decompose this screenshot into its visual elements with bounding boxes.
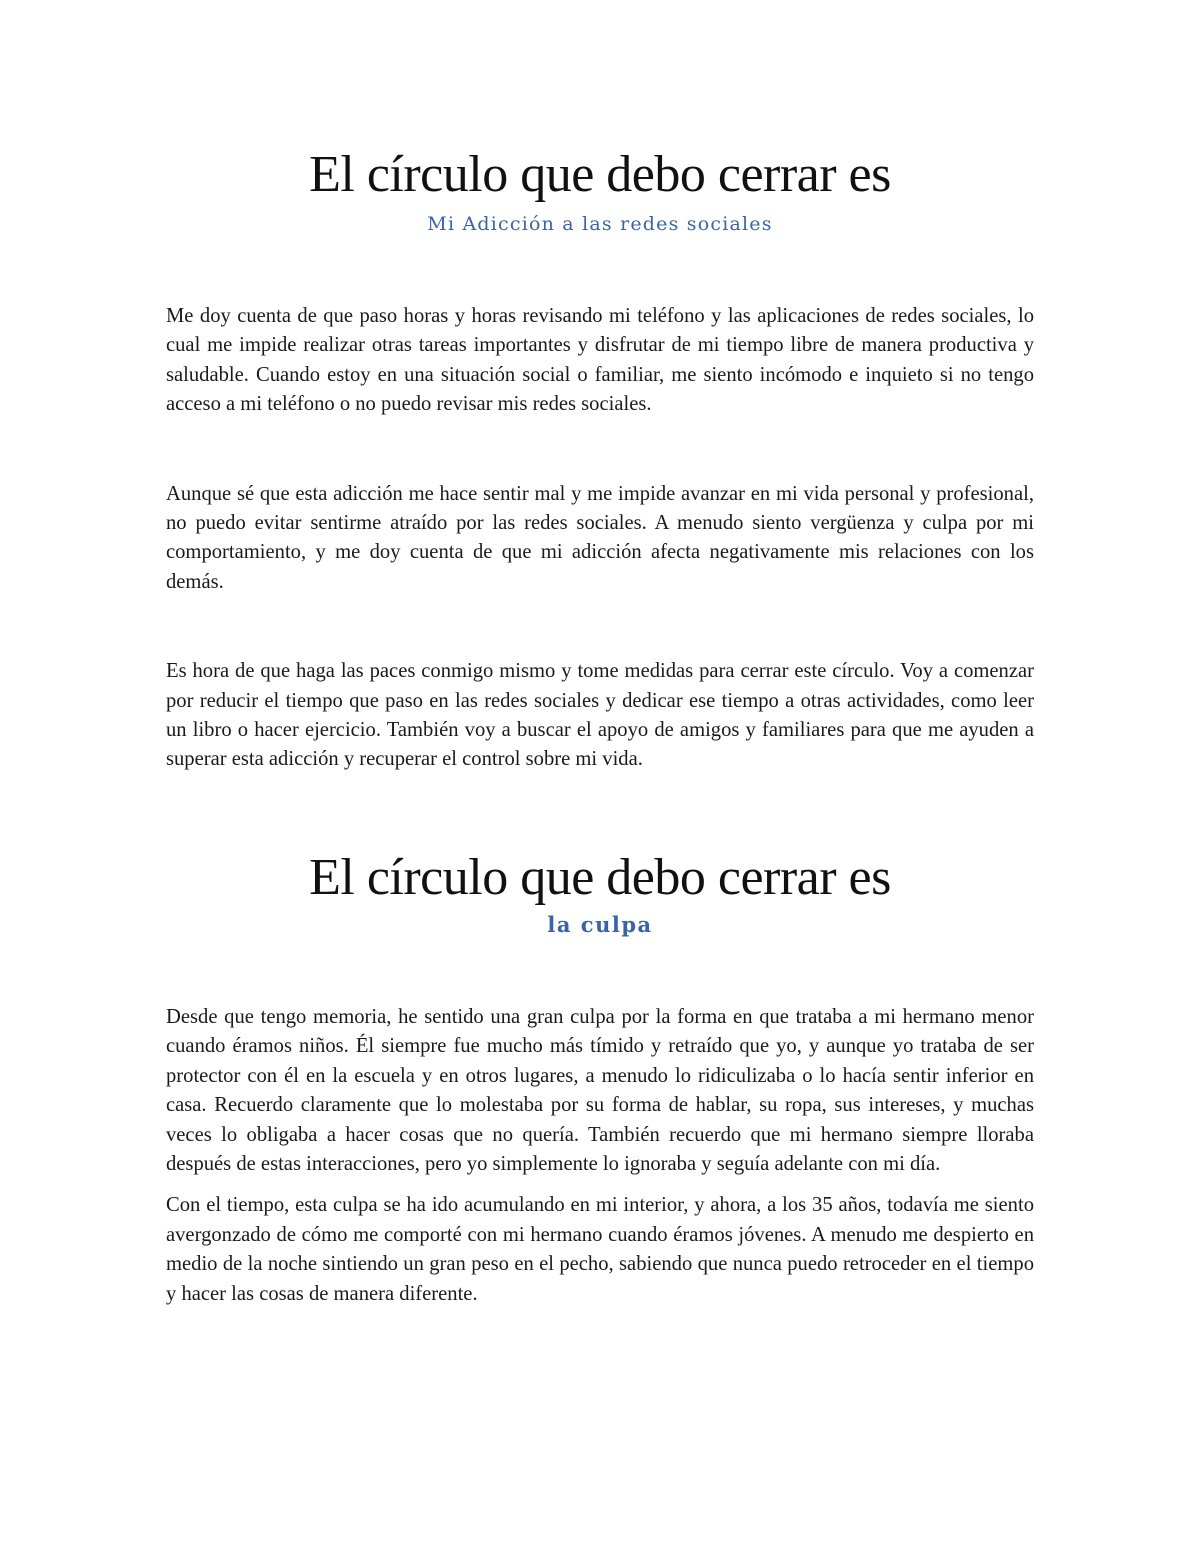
paragraph: Aunque sé que esta adicción me hace sentir mal y me impide avanzar en mi vida personal y profesional, no puedo evitar sentirme atraído por las redes sociales. A menudo siento vergüenza y culpa por mi comportamiento, y me doy cuenta de que mi adicción afecta negativamente mis relaciones con los demás.	[166, 482, 1034, 593]
section-subtitle: Mi Adicción a las redes sociales	[427, 213, 773, 235]
section-subtitle: la culpa	[547, 911, 653, 937]
section-title: El círculo que debo cerrar es	[309, 146, 891, 203]
section-guilt	[166, 848, 1034, 1309]
paragraph: Me doy cuenta de que paso horas y horas revisando mi teléfono y las aplicaciones de redes sociales, lo cual me impide realizar otras tareas importantes y disfrutar de mi tiempo libre de manera productiva y saludable. Cuando estoy en una situación social o familiar, me siento incómodo e inquieto si no tengo acceso a mi teléfono o no puedo revisar mis redes sociales.	[166, 305, 1034, 416]
section-title: El círculo que debo cerrar es	[309, 848, 891, 906]
document-page	[166, 0, 1034, 1309]
paragraph: Es hora de que haga las paces conmigo mismo y tome medidas para cerrar este círculo. Voy a comenzar por reducir el tiempo que paso en las redes sociales y dedicar ese tiempo a otras actividades, como leer un libro o hacer ejercicio. También voy a buscar el apoyo de amigos y familiares para que me ayuden a superar esta adicción y recuperar el control sobre mi vida.	[166, 660, 1034, 771]
paragraph: Desde que tengo memoria, he sentido una gran culpa por la forma en que trataba a mi hermano menor cuando éramos niños. Él siempre fue mucho más tímido y retraído que yo, y aunque yo trataba de ser protector con él en la escuela y en otros lugares, a menudo lo ridiculizaba o lo hacía sentir inferior en casa. Recuerdo claramente que lo molestaba por su forma de hablar, su ropa, sus intereses, y muchas veces lo obligaba a hacer cosas que no quería. También recuerdo que mi hermano siempre lloraba después de estas interacciones, pero yo simplemente lo ignoraba y seguía adelante con mi día.	[166, 1005, 1034, 1175]
section-social-media-addiction	[166, 145, 1034, 775]
paragraph: Con el tiempo, esta culpa se ha ido acumulando en mi interior, y ahora, a los 35 años, todavía me siento avergonzado de cómo me comporté con mi hermano cuando éramos jóvenes. A menudo me despierto en medio de la noche sintiendo un gran peso en el pecho, sabiendo que nunca puedo retroceder en el tiempo y hacer las cosas de manera diferente.	[166, 1194, 1034, 1305]
